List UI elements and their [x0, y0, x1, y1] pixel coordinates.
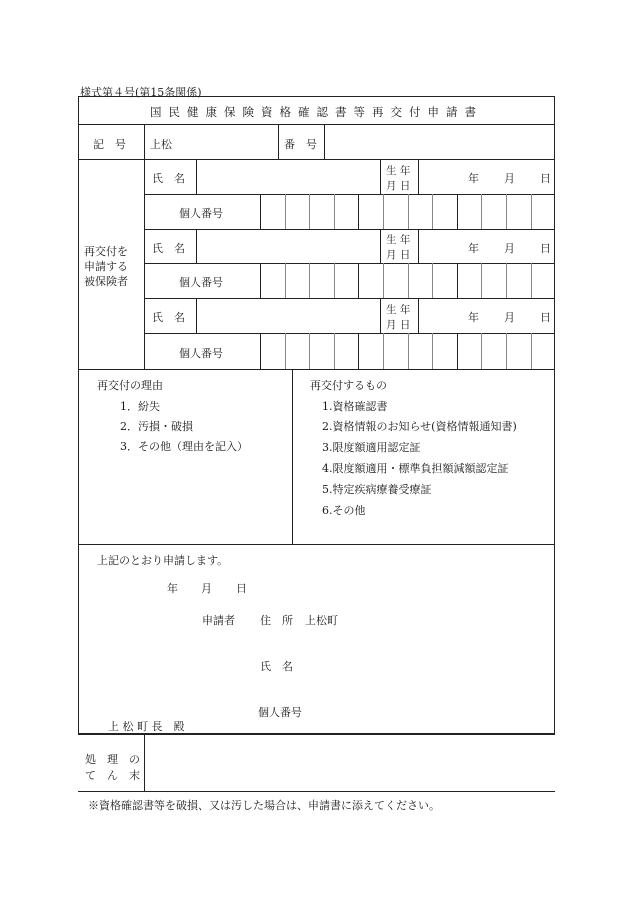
reissue-item-2[interactable]: 2.資格情報のお知らせ(資格情報通知書): [322, 420, 517, 433]
rule-reason-bottom: [78, 544, 555, 545]
vrule-kigo-right: [278, 124, 279, 159]
person3-birth-label-1: 生 年: [386, 304, 411, 316]
reissue-item-5[interactable]: 5.特定疾病療養受療証: [322, 483, 432, 496]
person1-id-label: 個人番号: [179, 207, 223, 220]
vrule-label-col: [144, 124, 145, 369]
processing-label-2: て ん 末: [85, 769, 140, 782]
vrule-name3: [196, 298, 197, 333]
footnote: ※資格確認書等を破損、又は汚した場合は、申請書に添えてください。: [88, 799, 440, 812]
person3-id-label: 個人番号: [179, 347, 223, 360]
person3-name-label: 氏 名: [152, 311, 185, 324]
vrule-birth3-right: [418, 298, 419, 333]
form-title: 国民健康保険資格確認書等再交付申請書: [150, 105, 483, 119]
kigo-label: 記 号: [93, 138, 126, 151]
rule-person2-bottom: [144, 298, 555, 299]
vrule-birth1-left: [380, 159, 381, 194]
person1-name-field[interactable]: [198, 161, 378, 192]
declaration-statement: 上記のとおり申請します。: [97, 554, 229, 567]
form-caption: 様式第４号(第15条関係): [80, 86, 202, 99]
person2-name-field[interactable]: [198, 231, 378, 261]
person1-birth-label-1: 生 年: [386, 165, 411, 177]
reissue-heading: 再交付するもの: [310, 379, 387, 392]
vrule-birth2-left: [380, 229, 381, 263]
date-year: 年: [167, 582, 178, 595]
vrule-birth1-right: [418, 159, 419, 194]
vrule-name2: [196, 229, 197, 263]
vrule-name1: [196, 159, 197, 194]
insured-label-line1: 再交付を: [84, 245, 128, 258]
reissue-item-1[interactable]: 1.資格確認書: [322, 400, 388, 413]
rule-person1-bottom: [144, 229, 555, 230]
person3-name-field[interactable]: [198, 300, 378, 331]
rule-person1-mid: [144, 194, 555, 195]
person1-year: 年: [468, 172, 479, 185]
person2-birth-label-1: 生 年: [386, 234, 411, 246]
vrule-reason-split: [292, 369, 293, 544]
applicant-id-label: 個人番号: [258, 706, 302, 719]
reissue-item-6[interactable]: 6.その他: [322, 504, 366, 517]
reason-heading: 再交付の理由: [97, 379, 163, 392]
bango-label: 番 号: [284, 138, 317, 151]
reissue-item-3[interactable]: 3.限度額適用認定証: [322, 441, 421, 454]
reissue-item-4[interactable]: 4.限度額適用・標準負担額減額認定証: [322, 462, 509, 475]
kigo-value[interactable]: 上松: [150, 138, 172, 151]
rule-declaration-bottom: [78, 734, 555, 735]
person2-birth-label-2: 月 日: [386, 249, 411, 261]
reason-item-2[interactable]: 2．汚損・破損: [120, 420, 193, 433]
person3-month: 月: [504, 311, 515, 324]
rule-title-bottom: [78, 124, 555, 125]
person1-name-label: 氏 名: [152, 172, 185, 185]
vrule-birth2-right: [418, 229, 419, 263]
rule-processing-bottom: [78, 791, 555, 792]
applicant-name-label: 氏 名: [260, 660, 293, 673]
vrule-bango-right: [324, 124, 325, 159]
processing-label-1: 処 理 の: [85, 753, 140, 766]
person2-name-label: 氏 名: [152, 242, 185, 255]
person3-day: 日: [540, 311, 551, 324]
person2-id-label: 個人番号: [179, 276, 223, 289]
date-day: 日: [236, 582, 247, 595]
addressee: 上 松 町 長 殿: [108, 720, 185, 733]
address-value[interactable]: 上松町: [305, 614, 338, 627]
address-label: 住 所: [260, 614, 293, 627]
insured-label-line3: 被保険者: [84, 275, 128, 288]
rule-person3-mid: [144, 333, 555, 334]
rule-kigo-bottom: [78, 159, 555, 160]
person1-day: 日: [540, 172, 551, 185]
insured-label-line2: 申請する: [84, 260, 128, 273]
person3-year: 年: [468, 311, 479, 324]
person2-day: 日: [540, 242, 551, 255]
person1-birth-label-2: 月 日: [386, 180, 411, 192]
reason-item-3[interactable]: 3．その他（理由を記入）: [120, 440, 248, 453]
bango-field[interactable]: [326, 126, 553, 158]
person3-birth-label-2: 月 日: [386, 319, 411, 331]
person2-month: 月: [504, 242, 515, 255]
date-month: 月: [201, 582, 212, 595]
person1-month: 月: [504, 172, 515, 185]
processing-field[interactable]: [146, 736, 553, 789]
applicant-id-field[interactable]: [305, 696, 545, 718]
vrule-processing: [144, 734, 145, 791]
rule-person2-mid: [144, 263, 555, 264]
vrule-birth3-left: [380, 298, 381, 333]
applicant-label: 申請者: [202, 614, 235, 627]
person2-year: 年: [468, 242, 479, 255]
rule-insured-bottom: [78, 369, 555, 370]
reason-item-1[interactable]: 1．紛失: [120, 400, 160, 413]
applicant-name-field[interactable]: [305, 650, 545, 672]
